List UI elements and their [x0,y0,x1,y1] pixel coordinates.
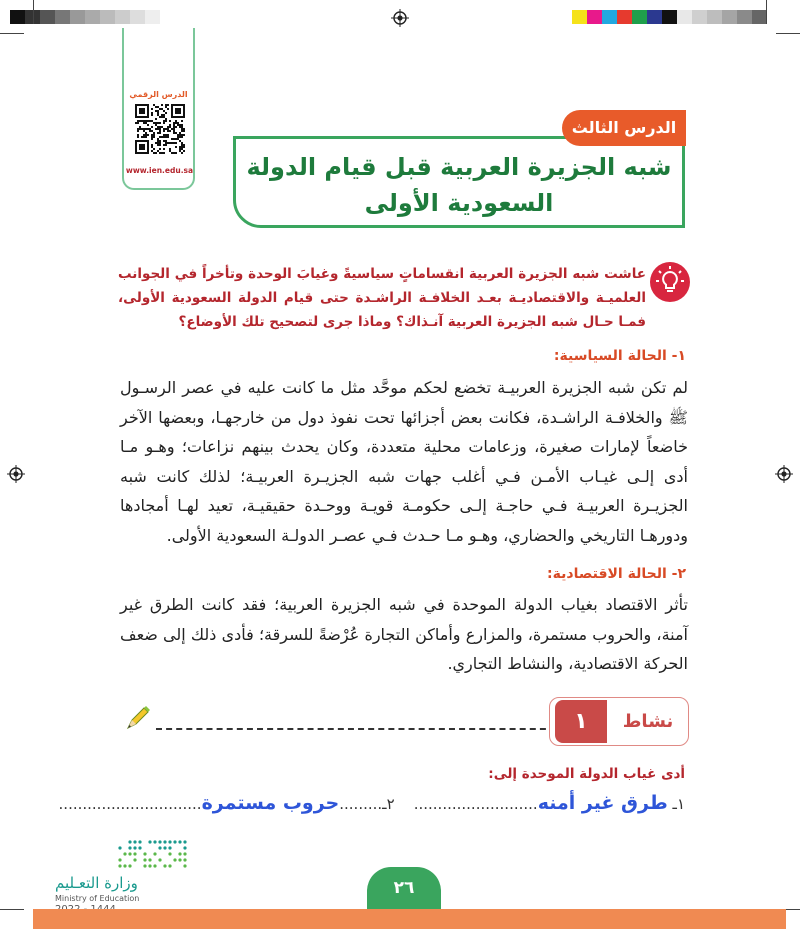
qr-code-icon[interactable] [135,104,185,154]
ministry-name-en: Ministry of Education [55,894,140,903]
gray-swatch [130,10,145,24]
answer-2-field[interactable]: حروب مستمرة [201,792,340,814]
paragraph-political: لم تكن شبه الجزيرة العربيـة تخضع لحكم موحَّد مثل ما كانت عليه في عصر الرسـول ﷺ والخلافـة الراشـدة، فكانت بعض أجزائها تحت نفوذ دول من خارجهـا، وبعضها الآخر خاضعاً لإمارات صغيرة، وزعامات محلية متعددة، وكان يحدث بينهم نزاعات؛ وهـو مـا أدى إلـى غيـاب الأمـن فـي أغلب جهات شبه الجزيـرة العربيـة؛ لذلك كانت شبه الجزيـرة العربيـة فـي حاجـة إلـى حكومـة قويـة ووحـدة حقيقيـة، تعيد لهـا أمجادها ودورهـا التاريخي والحضاري، وهـو مـا حـدث فـي عصـر الدولـة السعودية الأولى. [120,378,688,545]
ministry-name-ar: وزارة التعـليم [55,874,138,892]
gray-swatch [115,10,130,24]
section-heading-political: ١- الحالة السياسية: [553,348,686,364]
registration-target-icon [775,465,793,483]
color-swatch [707,10,722,24]
lesson-title-line1: شبه الجزيرة العربية قبل قيام الدولة [246,153,672,181]
gray-swatch [85,10,100,24]
color-swatch [617,10,632,24]
ministry-logo-icon [117,838,189,872]
section-heading-economic: ٢- الحالة الاقتصادية: [547,566,686,582]
gray-swatch [10,10,25,24]
activity-label: نشاط [622,711,674,732]
crop-mark [0,909,24,910]
lesson-number-tag: الدرس الثالث [562,110,686,146]
activity-number: ١ [555,700,607,743]
website-url[interactable]: www.ien.edu.sa [125,166,194,175]
lesson-title-box [233,136,685,228]
footer-bar [33,909,786,929]
page-number: ٢٦ [393,878,415,898]
answer-2-prefix: ٢ـ [382,795,395,813]
color-swatch [602,10,617,24]
activity-divider [156,728,556,730]
paragraph-economic: تأثر الاقتصاد بغياب الدولة الموحدة في شبه الجزيرة العربية؛ فقد كانت الطرق غير آمنة، والحروب مستمرة، والمزارع وأماكن التجارة عُرْضةً للسرقة؛ فأدى ذلك إلى ضعف الحركة الاقتصادية، والنشاط التجاري. [120,595,688,673]
crop-mark [766,0,767,24]
registration-target-icon [7,465,25,483]
color-swatch [752,10,767,24]
color-swatch [647,10,662,24]
lesson-title-line2: السعودية الأولى [364,189,554,217]
color-swatch [587,10,602,24]
registration-color-bar [572,10,767,24]
gray-swatch [145,10,160,24]
gray-swatch [40,10,55,24]
answer-1-prefix: ١ـ [672,795,685,813]
activity-answers: ١ـ طرق غير أمنه.......................... ٢ـ.........حروب مستمرة.............................. [58,792,685,814]
color-swatch [677,10,692,24]
crop-mark [0,33,24,34]
digital-lesson-label: الدرس الرقمي [129,90,188,99]
gray-swatch [55,10,70,24]
gray-swatch [70,10,85,24]
lesson-intro-question: عاشت شبه الجزيرة العربية انقساماتٍ سياسيةً وغيابَ الوحدة وتأخراً في الجوانب العلميـة والاقتصاديـة بعـد الخلافـة الراشـدة حتى قيام الدولة السعودية الأولى، فمـا حـال شبه الجزيرة العربية آنـذاك؟ وماذا جرى لتصحيح تلك الأوضاع؟ [118,266,646,330]
color-swatch [722,10,737,24]
pencil-icon [122,702,154,734]
gray-swatch [100,10,115,24]
color-swatch [632,10,647,24]
crop-mark [33,0,34,24]
lightbulb-icon [650,262,690,302]
registration-target-icon [391,9,409,27]
color-swatch [662,10,677,24]
crop-mark [776,33,800,34]
color-swatch [572,10,587,24]
activity-question: أدى غياب الدولة الموحدة إلى: [488,766,685,782]
answer-1-field[interactable]: طرق غير أمنه [537,792,668,814]
color-swatch [692,10,707,24]
color-swatch [737,10,752,24]
